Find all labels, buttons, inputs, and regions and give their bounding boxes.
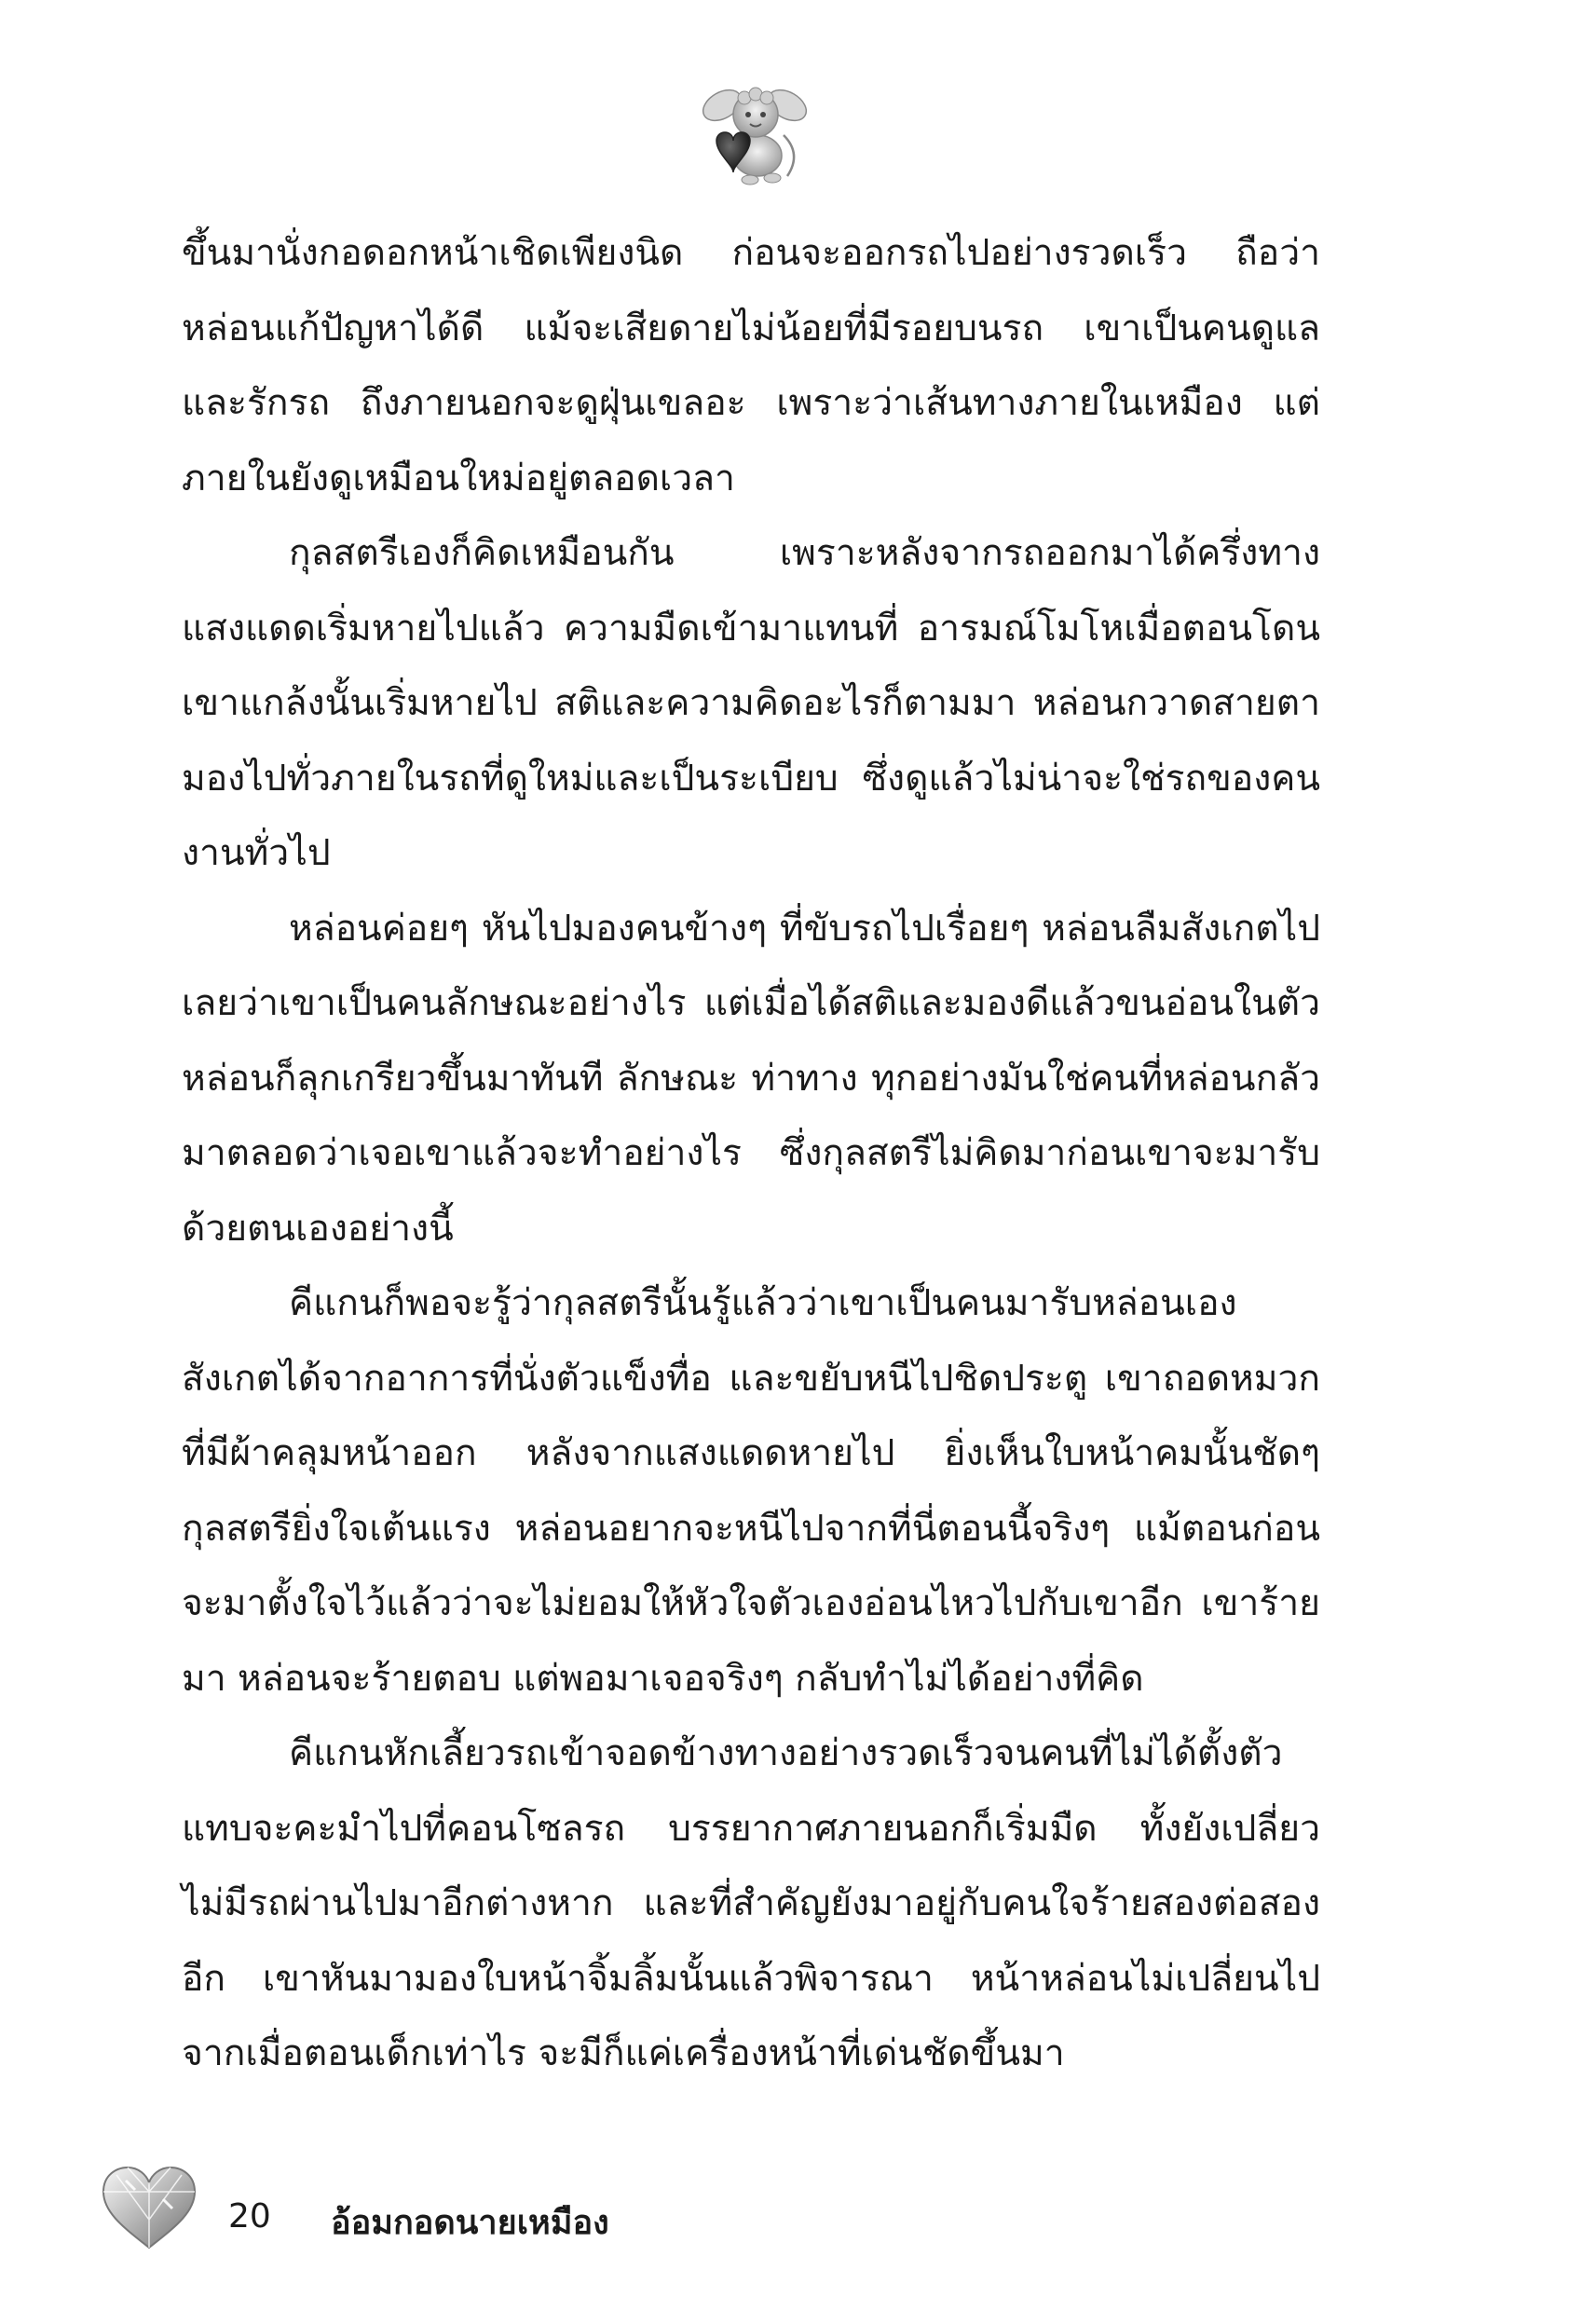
paragraph-1: ขึ้นมานั่งกอดอกหน้าเชิดเพียงนิด ก่อนจะออกรถไปอย่างรวดเร็ว ถือว่าหล่อนแก้ปัญหาได้ดี แม้จะเสียดายไม่น้อยที่มีรอยบนรถ เขาเป็นคนดูแลและรักรถ ถึงภายนอกจะดูฝุ่นเขลอะ เพราะว่าเส้นทางภายในเหมือง แต่ภายในยังดูเหมือนใหม่อยู่ตลอดเวลา — [182, 232, 1320, 499]
paragraph-5: คีแกนหักเลี้ยวรถเข้าจอดข้างทางอย่างรวดเร็วจนคนที่ไม่ได้ตั้งตัวแทบจะคะมำไปที่คอนโซลรถ บรรยากาศภายนอกก็เริ่มมืด ทั้งยังเปลี่ยว ไม่มีรถผ่านไปมาอีกต่างหาก และที่สำคัญยังมาอยู่กับคนใจร้ายสองต่อสองอีก เขาหันมามองใบหน้าจิ้มลิ้มนั้นแล้วพิจารณา หน้าหล่อนไม่เปลี่ยนไปจากเมื่อตอนเด็กเท่าไร จะมีก็แค่เครื่องหน้าที่เด่นชัดขึ้นมา — [182, 1732, 1320, 2074]
body-text — [182, 216, 1320, 2092]
paragraph-2: กุลสตรีเองก็คิดเหมือนกัน เพราะหลังจากรถออกมาได้ครึ่งทาง แสงแดดเริ่มหายไปแล้ว ความมืดเข้ามาแทนที่ อารมณ์โมโหเมื่อตอนโดนเขาแกล้งนั้นเริ่มหายไป สติและความคิดอะไรก็ตามมา หล่อนกวาดสายตามองไปทั่วภายในรถที่ดูใหม่และเป็นระเบียบ ซึ่งดูแล้วไม่น่าจะใช่รถของคนงานทั่วไป — [182, 532, 1320, 874]
book-title: อ้อมกอดนายเหมือง — [331, 2204, 609, 2242]
page-footer — [98, 2162, 750, 2264]
page-number: 20 — [228, 2197, 271, 2236]
cupid-holding-heart-icon — [694, 70, 815, 191]
diamond-heart-icon — [98, 2162, 200, 2255]
paragraph-3: หล่อนค่อยๆ หันไปมองคนข้างๆ ที่ขับรถไปเรื่อยๆ หล่อนลืมสังเกตไปเลยว่าเขาเป็นคนลักษณะอย่างไร แต่เมื่อได้สติและมองดีแล้วขนอ่อนในตัวหล่อนก็ลุกเกรียวขึ้นมาทันที ลักษณะ ท่าทาง ทุกอย่างมันใช่คนที่หล่อนกลัวมาตลอดว่าเจอเขาแล้วจะทำอย่างไร ซึ่งกุลสตรีไม่คิดมาก่อนเขาจะมารับด้วยตนเองอย่างนี้ — [182, 907, 1320, 1250]
paragraph-4: คีแกนก็พอจะรู้ว่ากุลสตรีนั้นรู้แล้วว่าเขาเป็นคนมารับหล่อนเองสังเกตได้จากอาการที่นั่งตัวแข็งทื่อ และขยับหนีไปชิดประตู เขาถอดหมวกที่มีผ้าคลุมหน้าออก หลังจากแสงแดดหายไป ยิ่งเห็นใบหน้าคมนั้นชัดๆ กุลสตรียิ่งใจเต้นแรง หล่อนอยากจะหนีไปจากที่นี่ตอนนี้จริงๆ แม้ตอนก่อนจะมาตั้งใจไว้แล้วว่าจะไม่ยอมให้หัวใจตัวเองอ่อนไหวไปกับเขาอีก เขาร้ายมา หล่อนจะร้ายตอบ แต่พอมาเจอจริงๆ กลับทำไม่ได้อย่างที่คิด — [182, 1282, 1320, 1700]
